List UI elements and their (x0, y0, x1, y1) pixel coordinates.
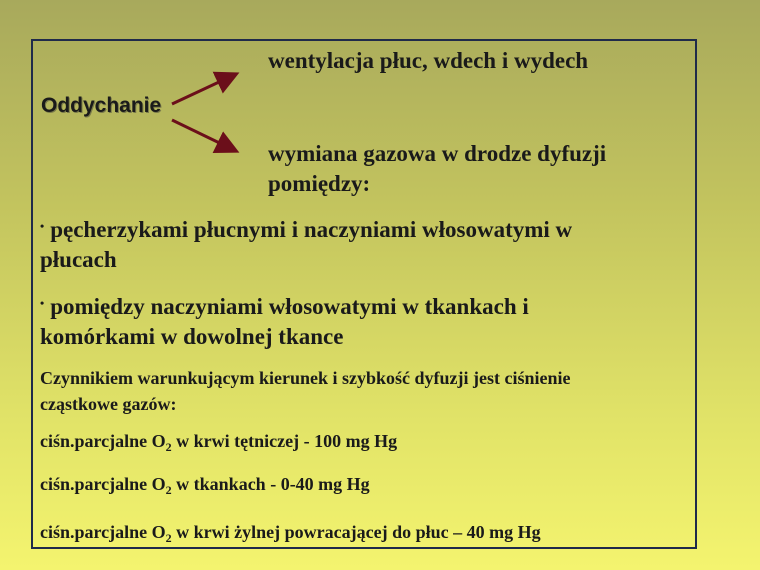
branch-top-text: wentylacja płuc, wdech i wydech (268, 48, 589, 73)
factor-line2: cząstkowe gazów: (40, 394, 177, 414)
bullet-glyph: • (40, 219, 45, 233)
factor-line1: Czynnikiem warunkującym kierunek i szybkość dyfuzji jest ciśnienie (40, 368, 571, 388)
title-word: Oddychanie (41, 94, 162, 117)
bullet-2-line2: komórkami w dowolnej tkance (40, 324, 344, 349)
bullet-1-text: pęcherzykami płucnymi i naczyniami włosowatymi w (50, 217, 573, 242)
branch-bottom-line2: pomiędzy: (268, 171, 371, 196)
bullet-1-line2: płucach (40, 247, 117, 272)
bullet-1-line1 (40, 214, 572, 249)
pressure-arterial: ciśn.parcjalne $O_2$ w krwi tętniczej - 100 mg Hg (40, 431, 398, 454)
branch-bottom-line1: wymiana gazowa w drodze dyfuzji (268, 141, 607, 166)
pressure-tissue: ciśn.parcjalne $O_2$ w tkankach - 0-40 mg Hg (40, 474, 370, 497)
bullet-glyph: • (40, 296, 45, 310)
arrow-up (172, 75, 234, 104)
pressure-venous: ciśn.parcjalne $O_2$ w krwi żylnej powracającej do płuc – 40 mg Hg (40, 522, 541, 545)
bullet-2-text: pomiędzy naczyniami włosowatymi w tkankach i (50, 294, 529, 319)
arrow-down (172, 120, 234, 150)
